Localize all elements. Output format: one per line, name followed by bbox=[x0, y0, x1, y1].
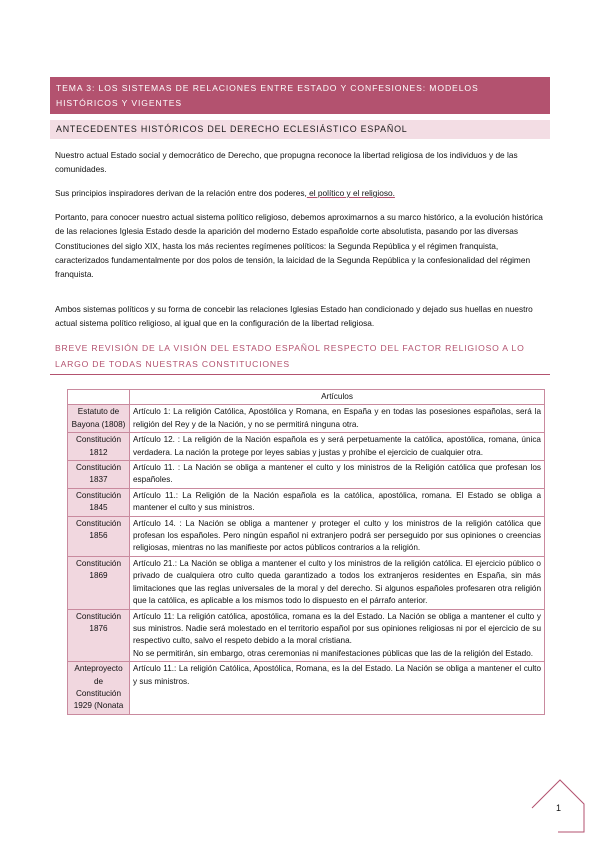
row-label: Constitución 1837 bbox=[68, 461, 130, 489]
row-label: Constitución 1876 bbox=[68, 609, 130, 662]
page-number: 1 bbox=[556, 803, 562, 813]
row-article: Artículo 1: La religión Católica, Apostólica y Romana, en España y en todas las posesiones españolas, será la religión del Rey y de la Nación, y no se permitirá ninguna otra. bbox=[130, 405, 545, 433]
row-label: Constitución 1856 bbox=[68, 516, 130, 556]
table-header-empty bbox=[68, 390, 130, 405]
row-article bbox=[130, 609, 545, 662]
paragraph-2-underlined: el político y el religioso. bbox=[306, 188, 395, 198]
tema-title: TEMA 3: LOS SISTEMAS DE RELACIONES ENTRE ESTADO Y CONFESIONES: MODELOS HISTÓRICOS Y VIGENTES bbox=[56, 83, 479, 108]
paragraph-3: Portanto, para conocer nuestro actual sistema político religioso, debemos aproximarnos a su marco histórico, a la evolución histórica de las relaciones Iglesia Estado desde la aparición del moderno Estado españolde corte absolutista, pasando por las diversas Constituciones del siglo XIX, hasta los más recientes regímenes políticos: la Segunda República y el régimen franquista, caracterizados fundamentalmente por dos polos de tensión, la laicidad de la Segunda República y la confesionalidad del régimen franquista. bbox=[55, 212, 543, 280]
row-label: Estatuto de Bayona (1808) bbox=[68, 405, 130, 433]
articles-table bbox=[67, 389, 545, 715]
table-row bbox=[68, 516, 545, 556]
subheading-divider bbox=[50, 374, 550, 375]
row-article: Artículo 14. : La Nación se obliga a mantener y proteger el culto y los ministros de la religión católica que profesan los españoles. Pero ningún español ni extranjero podrá ser perseguido por sus opiniones o creencias religiosas, mientras no las manifieste por actos públicos contrarios a la religión. bbox=[130, 516, 545, 556]
row-label: Constitución 1845 bbox=[68, 488, 130, 516]
paragraph-4: Ambos sistemas políticos y su forma de concebir las relaciones Iglesias Estado han condicionado y dejado sus huellas en nuestro actual sistema político religioso, al igual que en la configuración de la libertad religiosa. bbox=[55, 304, 533, 329]
paragraph-2 bbox=[55, 186, 547, 200]
paragraph-2-text: Sus principios inspiradores derivan de la relación entre dos poderes, bbox=[55, 188, 307, 198]
row-article: Artículo 11. : La Nación se obliga a mantener el culto y los ministros de la Religión católica que profesan los españoles. bbox=[130, 461, 545, 489]
row-article: Artículo 11.: La religión Católica, Apostólica, Romana, es la del Estado. La Nación se obliga a mantener el culto y sus ministros. bbox=[130, 662, 545, 715]
row-article: Artículo 11.: La Religión de la Nación española es la católica, apostólica, romana. El Estado se obliga a mantener el culto y sus ministros. bbox=[130, 488, 545, 516]
row-article: Artículo 21.: La Nación se obliga a mantener el culto y los ministros de la religión católica. El ejercicio público o privado de cualquiera otro culto queda garantizado a todos los extranjeros residentes en España, sin más limitaciones que las reglas universales de la moral y del derecho. Si algunos españoles profesaren otra religión que la católica, es aplicable a los mismos todo lo dispuesto en el párrafo anterior. bbox=[130, 556, 545, 609]
row-article: Artículo 12. : La religión de la Nación española es y será perpetuamente la católica, apostólica, romana, única verdadera. La nación la protege por leyes sabias y justas y prohíbe el ejercicio de cualquier otra. bbox=[130, 433, 545, 461]
table-row bbox=[68, 433, 545, 461]
table-header-articulos: Artículos bbox=[130, 390, 545, 405]
table-row bbox=[68, 662, 545, 715]
section-title-bar bbox=[50, 120, 550, 139]
table-row bbox=[68, 556, 545, 609]
table-row bbox=[68, 461, 545, 489]
row-article-part-2: No se permitirán, sin embargo, otras ceremonias ni manifestaciones públicas que las de la religión del Estado. bbox=[133, 648, 534, 658]
row-label: Constitución 1869 bbox=[68, 556, 130, 609]
table-row bbox=[68, 405, 545, 433]
table-row bbox=[68, 488, 545, 516]
table-row bbox=[68, 609, 545, 662]
section-title: ANTECEDENTES HISTÓRICOS DEL DERECHO ECLESIÁSTICO ESPAÑOL bbox=[56, 124, 408, 134]
table-header-row bbox=[68, 390, 545, 405]
constitutions-subheading: BREVE REVISIÓN DE LA VISIÓN DEL ESTADO ESPAÑOL RESPECTO DEL FACTOR RELIGIOSO A LO LARGO DE TODAS NUESTRAS CONSTITUCIONES bbox=[55, 343, 525, 369]
row-label: Anteproyecto de Constitución 1929 (Nonata bbox=[68, 662, 130, 715]
row-label: Constitución 1812 bbox=[68, 433, 130, 461]
tema-title-banner bbox=[50, 77, 550, 114]
paragraph-1: Nuestro actual Estado social y democrático de Derecho, que propugna reconoce la libertad religiosa de los individuos y de las comunidades. bbox=[55, 150, 518, 175]
row-article-part-1: Artículo 11: La religión católica, apostólica, romana es la del Estado. La Nación se obliga a mantener el culto y sus ministros. Nadie será molestado en el territorio español por sus opiniones religiosas ni por el ejercicio de su respectivo culto, salvo el respeto debido a la moral cristiana. bbox=[133, 611, 541, 646]
